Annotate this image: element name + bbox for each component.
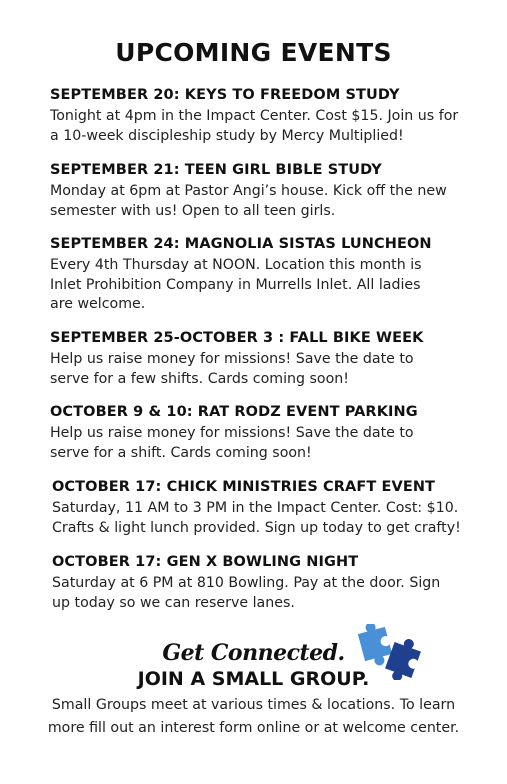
event-heading: SEPTEMBER 25-OCTOBER 3 : FALL BIKE WEEK (50, 330, 424, 346)
event-body: Every 4th Thursday at NOON. Location this month is Inlet Prohibition Company in Murrells Inlet. All ladies are welcome. (50, 257, 422, 312)
event-fall-bike-week (50, 330, 445, 389)
small-groups-text: Small Groups meet at various times & locations. To learn more fill out an interest form online or at welcome center. (47, 697, 460, 736)
event-heading: SEPTEMBER 21: TEEN GIRL BIBLE STUDY (50, 162, 382, 178)
event-body: Tonight at 4pm in the Impact Center. Cost $15. Join us for a 10-week discipleship study by Mercy Multiplied! (50, 108, 459, 144)
event-heading: OCTOBER 9 & 10: RAT RODZ EVENT PARKING (50, 404, 418, 420)
event-teen-girl-bible-study (50, 162, 450, 221)
event-body: Saturday, 11 AM to 3 PM in the Impact Center. Cost: $10. Crafts & light lunch provided. Sign up today to get crafty! (52, 500, 461, 536)
event-body: Saturday at 6 PM at 810 Bowling. Pay at the door. Sign up today so we can reserve lanes. (52, 575, 441, 611)
event-heading: OCTOBER 17: GEN X BOWLING NIGHT (52, 554, 359, 570)
event-keys-to-freedom (50, 87, 460, 146)
event-magnolia-sistas (50, 236, 445, 315)
event-gen-x-bowling (52, 554, 452, 613)
event-body: Help us raise money for missions! Save the date to serve for a shift. Cards coming soon! (50, 425, 414, 461)
event-body: Help us raise money for missions! Save the date to serve for a few shifts. Cards coming soon! (50, 351, 414, 387)
get-connected-block (0, 640, 507, 690)
event-heading: SEPTEMBER 24: MAGNOLIA SISTAS LUNCHEON (50, 236, 432, 252)
page-title: UPCOMING EVENTS (115, 38, 392, 67)
get-connected-script: Get Connected. (162, 640, 345, 666)
event-chick-ministries-craft (52, 479, 492, 538)
puzzle-pieces-icon (355, 624, 425, 680)
event-heading: SEPTEMBER 20: KEYS TO FREEDOM STUDY (50, 87, 400, 103)
event-rat-rodz-parking (50, 404, 435, 463)
join-small-group-heading: JOIN A SMALL GROUP. (137, 668, 370, 690)
event-heading: OCTOBER 17: CHICK MINISTRIES CRAFT EVENT (52, 479, 436, 495)
event-body: Monday at 6pm at Pastor Angi’s house. Kick off the new semester with us! Open to all teen girls. (50, 183, 447, 219)
